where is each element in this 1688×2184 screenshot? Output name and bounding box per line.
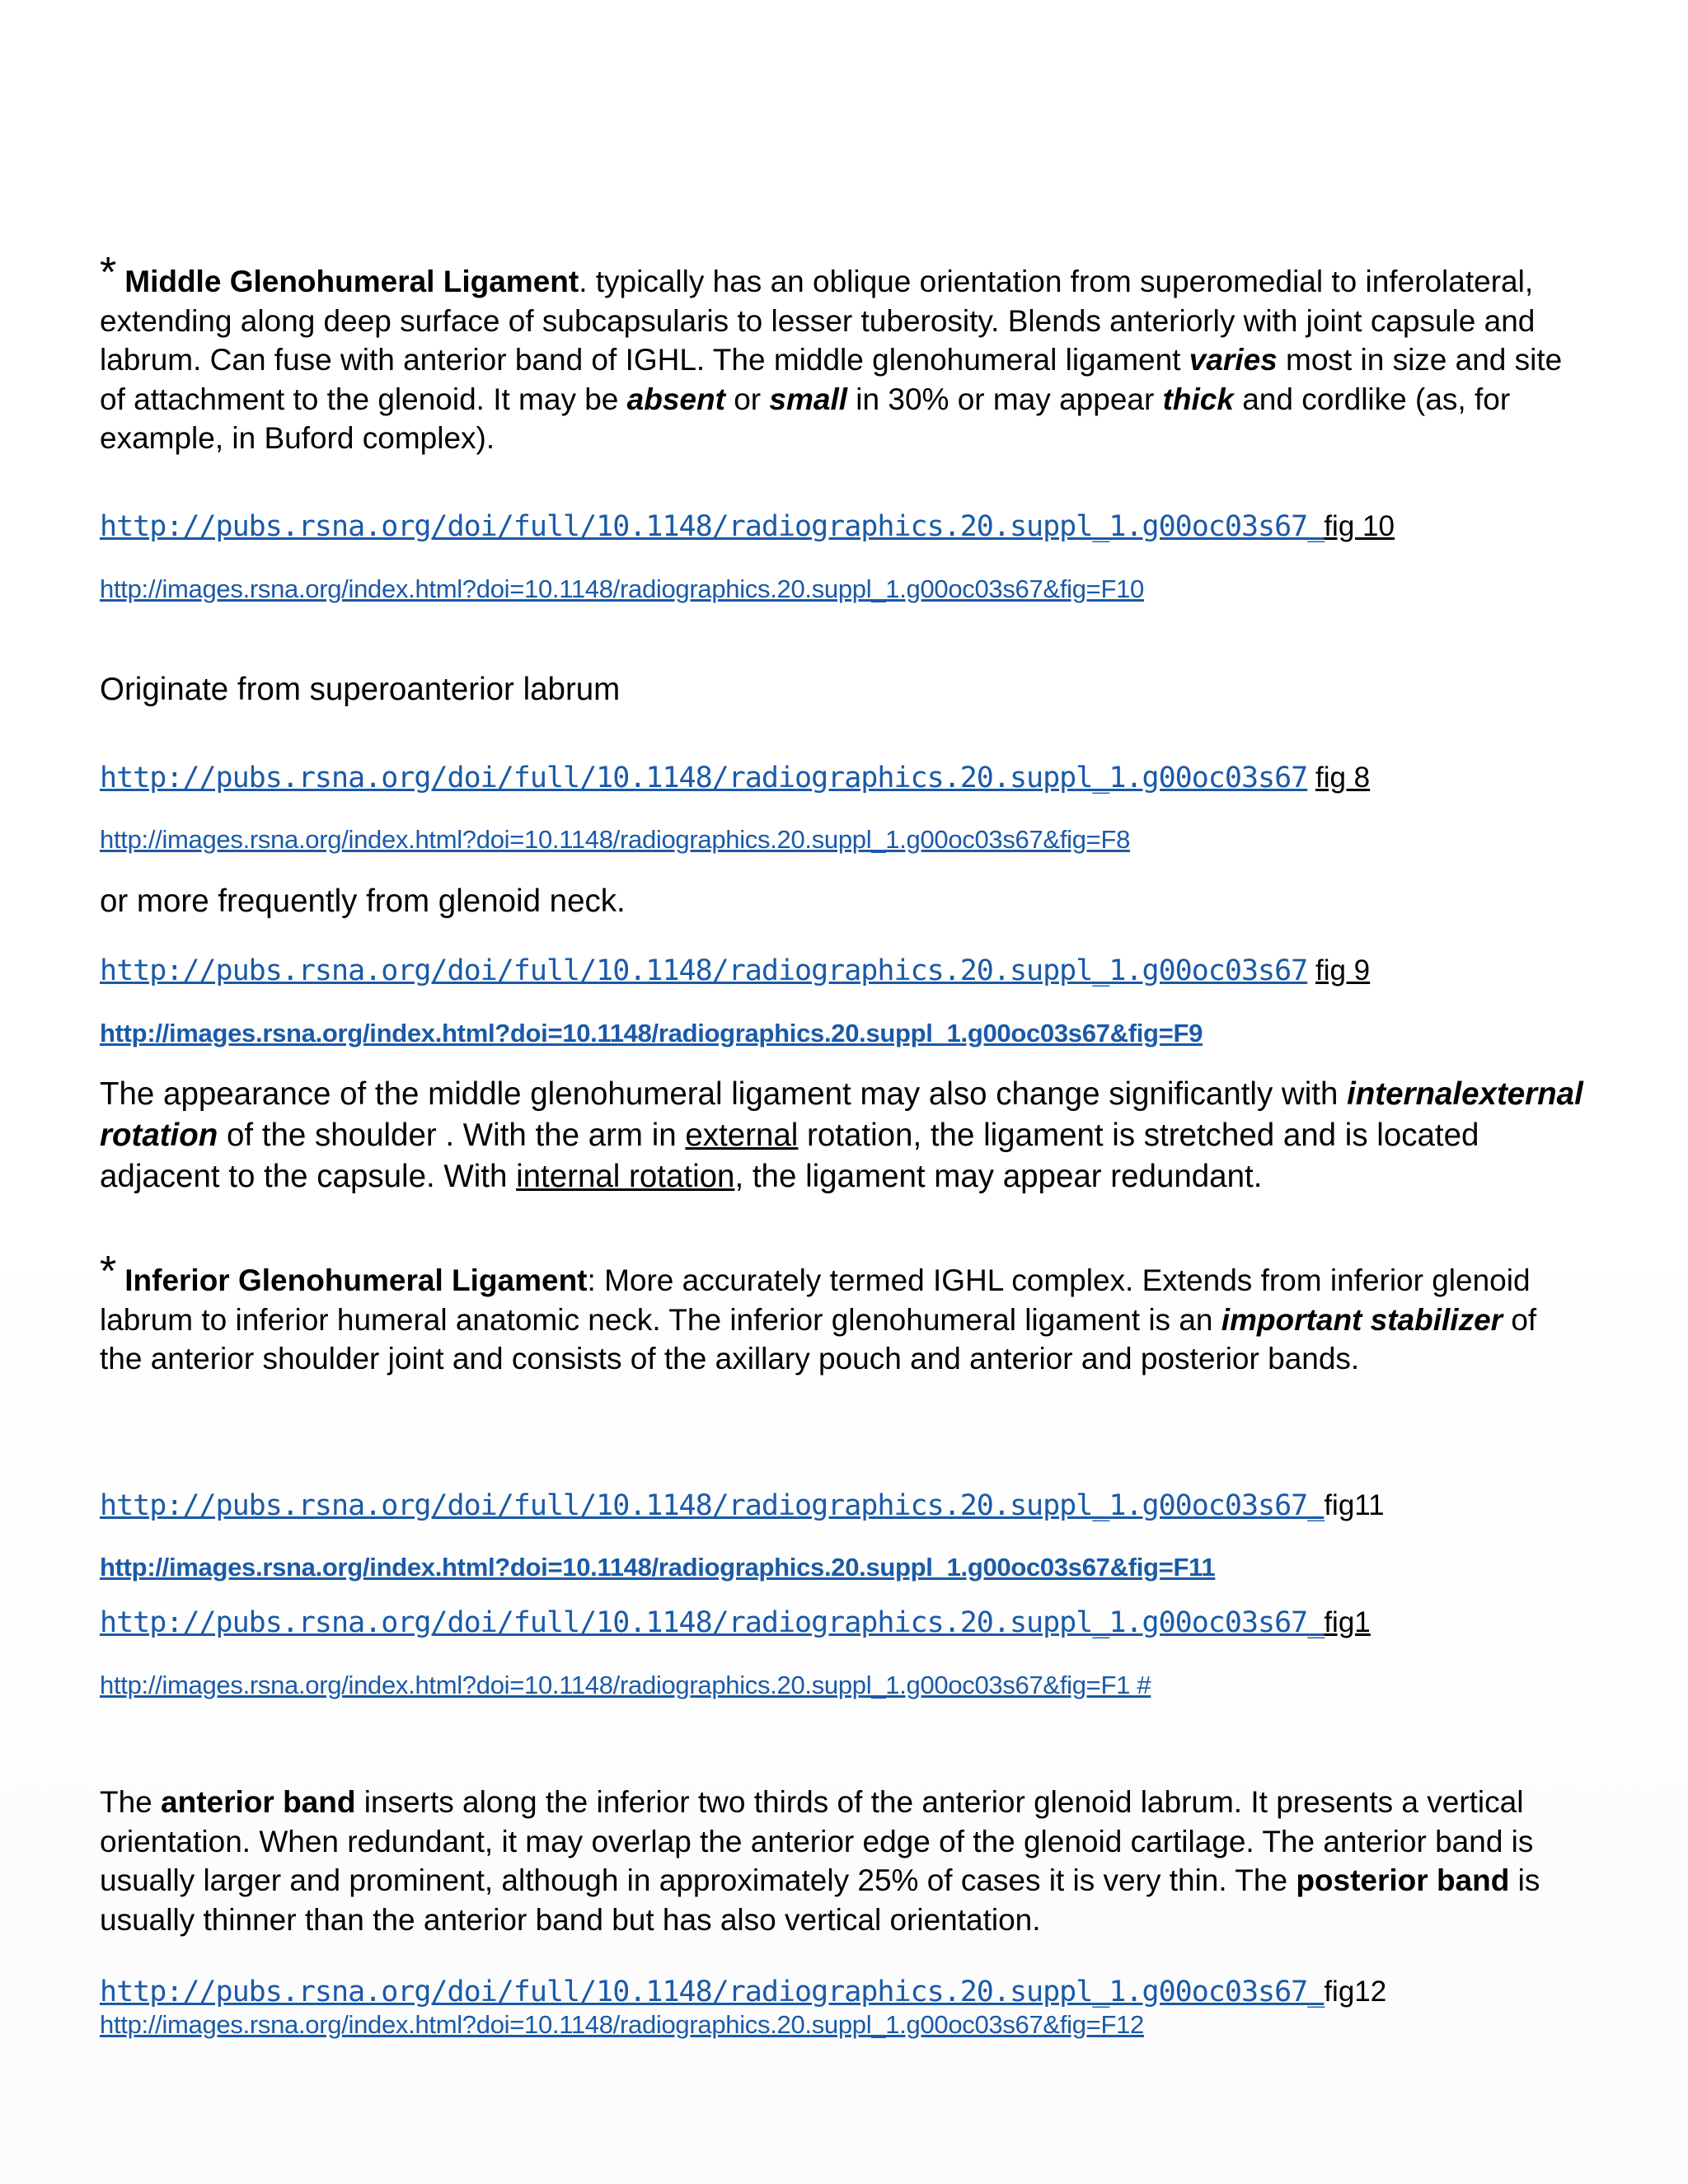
pubs-link-fig10[interactable]: http://pubs.rsna.org/doi/full/10.1148/radiographics.20.suppl_1.g00oc03s67_ <box>100 510 1325 543</box>
igh-text-2: of the anterior shoulder joint and consists of the axillary pouch and anterior and posterior bands. <box>100 1302 1537 1376</box>
igh-bullet: * <box>100 1248 117 1296</box>
bands-paragraph <box>100 1783 1583 1939</box>
link-row-fig11 <box>100 1489 1583 1522</box>
images-link-f1[interactable]: http://images.rsna.org/index.html?doi=10.1148/radiographics.20.suppl_1.g00oc03s67&fig=F1 # <box>100 1671 1151 1699</box>
mgh-text-2: most in size and site of attachment to the glenoid. It may be <box>100 343 1563 416</box>
mgh-heading: Middle Glenohumeral Ligament <box>124 265 579 298</box>
rotation-paragraph <box>100 1074 1583 1197</box>
rotation-text-3: rotation, the ligament is stretched and is located adjacent to the capsule. With <box>100 1118 1479 1194</box>
mgh-varies: varies <box>1189 343 1278 377</box>
link-row-fig8 <box>100 762 1583 794</box>
fig1-label[interactable]: fig1 <box>1324 1606 1371 1638</box>
img-link-row-fig1 <box>100 1671 1583 1700</box>
images-link-f8[interactable]: http://images.rsna.org/index.html?doi=10.1148/radiographics.20.suppl_1.g00oc03s67&fig=F8 <box>100 825 1131 854</box>
mgh-text-3: in 30% or may appear <box>847 382 1163 416</box>
link-row-fig9 <box>100 954 1583 987</box>
img-link-row-fig9 <box>100 1019 1583 1048</box>
igh-paragraph <box>100 1248 1583 1379</box>
rotation-external: external <box>685 1118 799 1153</box>
pubs-link-fig11[interactable]: http://pubs.rsna.org/doi/full/10.1148/radiographics.20.suppl_1.g00oc03s67_ <box>100 1489 1325 1522</box>
igh-text-1: : More accurately termed IGHL complex. Extends from inferior glenoid labrum to inferior humeral anatomic neck. The inferior glenohumeral ligament is an <box>100 1263 1531 1337</box>
rotation-text-4: , the ligament may appear redundant. <box>734 1159 1263 1194</box>
mgh-or: or <box>724 382 770 416</box>
bands-text-0: The <box>100 1785 162 1819</box>
link-row-fig1 <box>100 1606 1583 1639</box>
fig11-label[interactable]: fig11 <box>1324 1489 1385 1521</box>
fig12-label[interactable]: fig12 <box>1324 1975 1387 2008</box>
bands-text-1: inserts along the inferior two thirds of the anterior glenoid labrum. It presents a vertical orientation. When redundant, it may overlap the anterior edge of the glenoid cartilage. The anterior band is usually larger and prominent, although in approximately 25% of cases it is very thin. The <box>100 1785 1534 1897</box>
img-link-row-fig11 <box>100 1553 1583 1582</box>
rotation-text-1: The appearance of the middle glenohumeral ligament may also change significantly with <box>100 1076 1348 1112</box>
rotation-emphasis: internalexternal rotation <box>100 1076 1583 1153</box>
igh-emphasis: important stabilizer <box>1221 1302 1503 1337</box>
bands-text-2: is usually thinner than the anterior band but has also vertical orientation. <box>100 1863 1540 1937</box>
mgh-text-1: . typically has an oblique orientation from superomedial to inferolateral, extending along deep surface of subcapsularis to lesser tuberosity. Blends anteriorly with joint capsule and labrum. Can fuse with anterior band of IGHL. The middle glenohumeral ligament <box>100 265 1536 377</box>
rotation-text-2: of the shoulder . With the arm in <box>218 1118 686 1153</box>
mgh-bullet: * <box>100 249 117 297</box>
mgh-paragraph <box>100 249 1583 458</box>
link-row-fig10 <box>100 510 1583 543</box>
images-link-f12[interactable]: http://images.rsna.org/index.html?doi=10.1148/radiographics.20.suppl_1.g00oc03s67&fig=F12 <box>100 2010 1144 2039</box>
fig8-label[interactable]: fig 8 <box>1315 762 1371 794</box>
bands-posterior: posterior band <box>1296 1863 1510 1897</box>
fig9-label[interactable]: fig 9 <box>1315 954 1371 987</box>
pubs-link-fig8[interactable]: http://pubs.rsna.org/doi/full/10.1148/radiographics.20.suppl_1.g00oc03s67 <box>100 762 1308 794</box>
mgh-text-4: and cordlike (as, for example, in Buford complex). <box>100 382 1511 455</box>
origin-text-2: or more frequently from glenoid neck. <box>100 883 626 919</box>
mgh-absent: absent <box>626 382 725 416</box>
mgh-small: small <box>769 382 848 416</box>
img-link-row-fig12 <box>100 2010 1583 2040</box>
img-link-row-fig10 <box>100 574 1583 604</box>
rotation-internal: internal rotation <box>516 1159 735 1194</box>
img-link-row-fig8 <box>100 825 1583 855</box>
link-row-fig12 <box>100 1975 1583 2008</box>
pubs-link-fig9[interactable]: http://pubs.rsna.org/doi/full/10.1148/radiographics.20.suppl_1.g00oc03s67 <box>100 954 1308 987</box>
images-link-f11[interactable]: http://images.rsna.org/index.html?doi=10.1148/radiographics.20.suppl_1.g00oc03s67&fig=F11 <box>100 1553 1216 1582</box>
mgh-thick: thick <box>1162 382 1234 416</box>
pubs-link-fig1[interactable]: http://pubs.rsna.org/doi/full/10.1148/radiographics.20.suppl_1.g00oc03s67_ <box>100 1606 1325 1639</box>
bands-anterior: anterior band <box>161 1785 356 1819</box>
images-link-f9[interactable]: http://images.rsna.org/index.html?doi=10.1148/radiographics.20.suppl_1.g00oc03s67&fig=F9 <box>100 1019 1203 1047</box>
fig10-label[interactable]: fig 10 <box>1324 510 1395 542</box>
pubs-link-fig12[interactable]: http://pubs.rsna.org/doi/full/10.1148/radiographics.20.suppl_1.g00oc03s67_ <box>100 1975 1325 2008</box>
igh-heading: Inferior Glenohumeral Ligament <box>124 1263 588 1297</box>
origin-text-1: Originate from superoanterior labrum <box>100 672 621 707</box>
images-link-f10[interactable]: http://images.rsna.org/index.html?doi=10.1148/radiographics.20.suppl_1.g00oc03s67&fig=F10 <box>100 574 1144 603</box>
